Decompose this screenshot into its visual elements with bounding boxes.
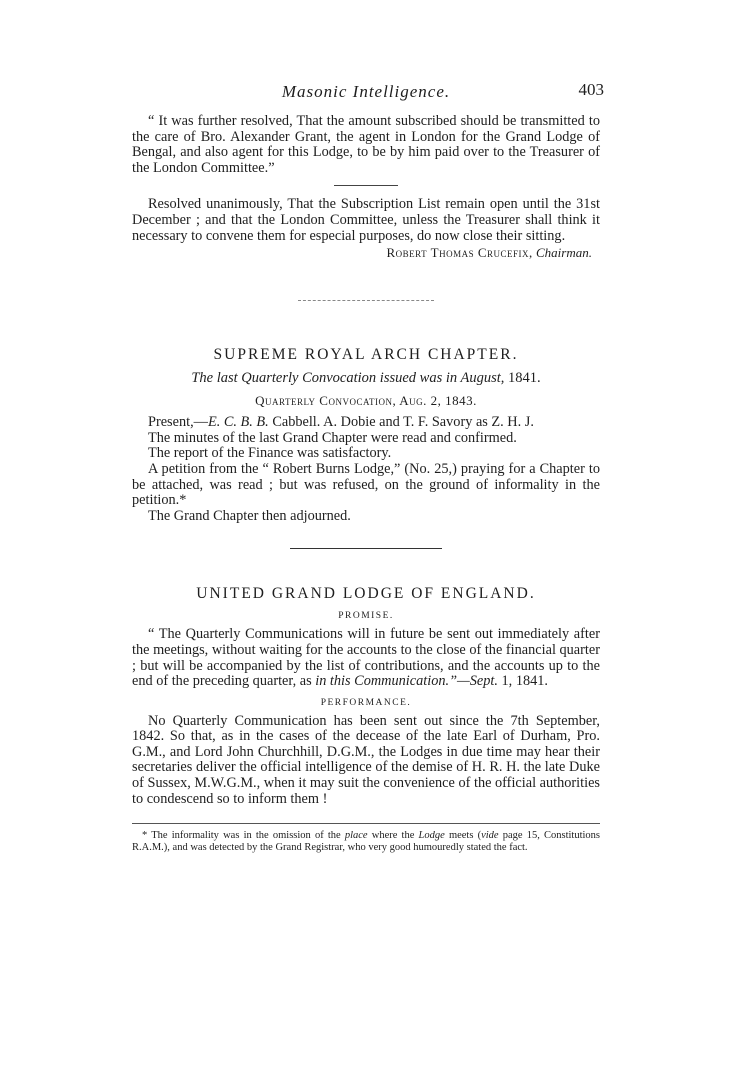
footnote (132, 830, 600, 854)
last-convocation-notice (132, 370, 600, 387)
footnote-place: place (344, 830, 368, 842)
united-grand-lodge-heading: UNITED GRAND LODGE OF ENGLAND. (196, 585, 536, 603)
minutes-paragraph: The minutes of the last Grand Chapter were read and confirmed. (148, 429, 517, 446)
section-divider (290, 548, 442, 549)
short-divider (334, 185, 398, 186)
present-names: E. C. B. B. (207, 414, 269, 431)
page-number: 403 (578, 80, 604, 99)
present-rest: Cabbell. A. Dobie and T. F. Savory as Z. H. J. (272, 414, 534, 431)
promise-italic: in this Communication.”—Sept. (315, 673, 498, 690)
report-paragraph: The report of the Finance was satisfactory. (148, 445, 392, 462)
notice-text: The last Quarterly Convocation issued was in August, (191, 370, 505, 387)
unanimous-resolution-paragraph: Resolved unanimously, That the Subscription List remain open until the 31st December ; and that the London Committee, unless the Treasurer shall think it necessary to convene them for especial purposes, do now close their sitting. (132, 196, 600, 244)
performance-subheading: PERFORMANCE. (320, 697, 412, 708)
running-title: Masonic Intelligence. (281, 82, 451, 101)
footnote-text-start: * The informality was in the omission of the (142, 830, 341, 842)
signature-name: Robert Thomas Crucefix, (386, 245, 533, 261)
footnote-rule (132, 823, 600, 824)
footnote-vide: vide (481, 830, 499, 842)
running-header (132, 80, 604, 104)
notice-year: 1841. (508, 370, 541, 387)
performance-paragraph: No Quarterly Communication has been sent out since the 7th September, 1842. So that, as in the cases of the decease of the late Earl of Durham, Pro. G.M., and Lord John Churchhill, D.G.M., the Lodges in due time may hear their secretaries deliver the official intelligence of the demise of H. R. H. the late Duke of Sussex, M.W.G.M., when it may suit the convenience of the official authorities to condescend so to inform them ! (132, 712, 600, 807)
adjourned-paragraph: The Grand Chapter then adjourned. (148, 507, 351, 524)
promise-text: “ The Quarterly Communications will in future be sent out immediately after the meetings, without waiting for the accounts to the close of the financial quarter ; but will be accompanied by the list of contributions, and the accounts up to the end of the preceding quarter, as (132, 626, 600, 690)
resolution-paragraph: “ It was further resolved, That the amount subscribed should be transmitted to the care of Bro. Alexander Grant, the agent in London for the Grand Lodge of Bengal, and also agent for this Lodge, to be by him paid over to the Treasurer of the London Committee.” (132, 113, 600, 176)
promise-paragraph (132, 627, 600, 689)
footnote-text-end: page 15, Constitutions R.A.M.), and was detected by the Grand Registrar, who very good humouredly stated the fact. (132, 830, 600, 854)
promise-date: 1, 1841. (501, 673, 548, 690)
present-paragraph (132, 415, 600, 431)
present-label: Present,— (148, 414, 208, 431)
promise-subheading: PROMISE. (338, 611, 394, 622)
convocation-date: Quarterly Convocation, Aug. 2, 1843. (255, 393, 477, 409)
footnote-lodge: Lodge (418, 830, 445, 842)
chairman-signature (132, 245, 600, 260)
supreme-royal-arch-heading: SUPREME ROYAL ARCH CHAPTER. (213, 346, 519, 364)
footnote-text-mid: where the (371, 830, 415, 842)
document-page (132, 80, 604, 854)
footnote-text-mid2: meets ( (448, 830, 482, 842)
petition-paragraph: A petition from the “ Robert Burns Lodge,” (No. 25,) praying for a Chapter to be attached, was read ; but was refused, on the ground of informality in the petition.* (132, 460, 600, 509)
signature-role: Chairman. (536, 245, 592, 261)
section-divider (298, 300, 434, 301)
